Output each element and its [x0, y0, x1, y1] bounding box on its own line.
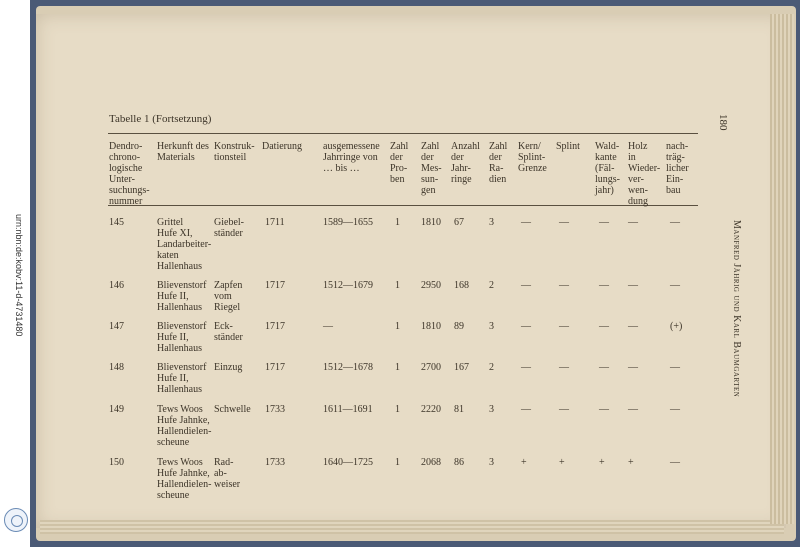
cell-splint: —: [559, 280, 569, 291]
cell-proben: 1: [395, 457, 400, 468]
header-c14-line: licher: [666, 163, 689, 174]
cell-teil-line: Giebel-: [214, 217, 244, 228]
cell-teil-line: ab-: [214, 468, 227, 479]
cell-herkunft-line: Blievenstorf: [157, 321, 207, 332]
header-c7-line: der: [421, 152, 434, 163]
header-c13-line: in: [628, 152, 636, 163]
header-c1-line: Unter-: [109, 174, 135, 185]
table-caption: Tabelle 1 (Fortsetzung): [109, 113, 212, 125]
cell-radien: 3: [489, 217, 494, 228]
cell-herkunft-line: scheune: [157, 490, 190, 501]
header-c12-line: Wald-: [595, 141, 620, 152]
header-c10-line: Grenze: [518, 163, 547, 174]
header-c9-line: Zahl: [489, 141, 508, 152]
cell-messungen: 2220: [421, 404, 441, 415]
cell-splint: —: [559, 217, 569, 228]
header-c1-line: logische: [109, 163, 143, 174]
cell-holz: —: [628, 280, 638, 291]
cell-herkunft-line: Landarbeiter-: [157, 239, 212, 250]
header-c14-line: bau: [666, 185, 681, 196]
cell-nr: 146: [109, 280, 124, 291]
cell-herkunft-line: Hufe II,: [157, 373, 189, 384]
page-number: 180: [717, 114, 729, 131]
header-c11-line: Splint: [556, 141, 580, 152]
header-c9-line: der: [489, 152, 502, 163]
cell-holz: —: [628, 217, 638, 228]
cell-messungen: 2950: [421, 280, 441, 291]
cell-jahrringe: 1589—1655: [323, 217, 373, 228]
cell-proben: 1: [395, 217, 400, 228]
cell-herkunft-line: Hufe Jahnke,: [157, 415, 210, 426]
header-c13-line: dung: [628, 196, 648, 207]
cell-anzahl: 67: [454, 217, 464, 228]
cell-nr: 149: [109, 404, 124, 415]
cell-anzahl: 86: [454, 457, 464, 468]
header-c5-line: ausgemessene: [323, 141, 380, 152]
cell-herkunft-line: Hufe XI,: [157, 228, 193, 239]
cell-kern: —: [521, 280, 531, 291]
cell-splint: —: [559, 362, 569, 373]
cell-teil-line: Zapfen: [214, 280, 243, 291]
header-c13-line: Holz: [628, 141, 648, 152]
cell-teil-line: Rad-: [214, 457, 234, 468]
cell-radien: 3: [489, 321, 494, 332]
cell-holz: —: [628, 321, 638, 332]
cell-kern: —: [521, 404, 531, 415]
cell-einbau: —: [670, 457, 680, 468]
cell-einbau: —: [670, 362, 680, 373]
cell-splint: —: [559, 321, 569, 332]
header-c6-line: Zahl: [390, 141, 409, 152]
cell-herkunft-line: Hufe II,: [157, 291, 189, 302]
header-c13-line: wen-: [628, 185, 648, 196]
cell-holz: —: [628, 404, 638, 415]
cell-radien: 3: [489, 457, 494, 468]
cell-herkunft-line: Hallendielen-: [157, 426, 212, 437]
cell-wald: —: [599, 321, 609, 332]
header-c2-line: Materials: [157, 152, 195, 163]
header-c8-line: Anzahl: [451, 141, 480, 152]
urn-label: urn:nbn:de:kobv:11-d-4731480: [14, 213, 24, 337]
cell-kern: +: [521, 457, 527, 468]
cell-wald: —: [599, 362, 609, 373]
cell-anzahl: 81: [454, 404, 464, 415]
header-c9-line: dien: [489, 174, 507, 185]
cell-herkunft-line: Hallenhaus: [157, 384, 202, 395]
page-edge-right: [770, 14, 794, 524]
cell-teil-line: weiser: [214, 479, 241, 490]
header-c1-line: Dendro-: [109, 141, 143, 152]
header-c5-line: … bis …: [323, 163, 360, 174]
cell-einbau: —: [670, 404, 680, 415]
library-logo: [4, 508, 28, 532]
header-c6-line: Pro-: [390, 163, 408, 174]
cell-herkunft-line: Tews Woos: [157, 404, 203, 415]
cell-messungen: 1810: [421, 321, 441, 332]
cell-teil-line: Schwelle: [214, 404, 251, 415]
header-c14-line: nach-: [666, 141, 689, 152]
header-c12-line: jahr): [595, 185, 614, 196]
running-head: Manfred Jährig und Karl Baumgarten: [731, 220, 742, 398]
cell-teil-line: Einzug: [214, 362, 243, 373]
header-c1-line: suchungs-: [109, 185, 150, 196]
header-c13-line: ver-: [628, 174, 644, 185]
cell-holz: —: [628, 362, 638, 373]
cell-herkunft-line: Hallenhaus: [157, 261, 202, 272]
cell-herkunft-line: Blievenstorf: [157, 280, 207, 291]
cell-messungen: 1810: [421, 217, 441, 228]
cell-einbau: —: [670, 217, 680, 228]
cell-herkunft-line: scheune: [157, 437, 190, 448]
header-c14-line: Ein-: [666, 174, 684, 185]
cell-splint: +: [559, 457, 565, 468]
cell-datierung: 1717: [265, 362, 285, 373]
cell-herkunft-line: Grittel: [157, 217, 184, 228]
header-c9-line: Ra-: [489, 163, 504, 174]
cell-datierung: 1717: [265, 280, 285, 291]
header-c3-line: Konstruk-: [214, 141, 255, 152]
header-c4-line: Datierung: [262, 141, 302, 152]
header-c2-line: Herkunft des: [157, 141, 209, 152]
cell-radien: 3: [489, 404, 494, 415]
cell-nr: 145: [109, 217, 124, 228]
header-c7-line: gen: [421, 185, 436, 196]
header-c7-line: Mes-: [421, 163, 442, 174]
cell-teil-line: vom: [214, 291, 232, 302]
cell-proben: 1: [395, 362, 400, 373]
cell-kern: —: [521, 321, 531, 332]
cell-datierung: 1733: [265, 457, 285, 468]
header-c13-line: Wieder-: [628, 163, 661, 174]
cell-jahrringe: 1640—1725: [323, 457, 373, 468]
header-c12-line: (Fäl-: [595, 163, 615, 174]
cell-herkunft-line: Hufe II,: [157, 332, 189, 343]
page-edge-bottom: [40, 520, 784, 534]
cell-nr: 147: [109, 321, 124, 332]
cell-herkunft-line: Hallenhaus: [157, 343, 202, 354]
cell-kern: —: [521, 217, 531, 228]
header-c5-line: Jahrringe von: [323, 152, 378, 163]
header-c6-line: der: [390, 152, 403, 163]
table-header-rule: [108, 205, 698, 206]
cell-messungen: 2700: [421, 362, 441, 373]
header-c1-line: chrono-: [109, 152, 141, 163]
header-c14-line: träg-: [666, 152, 685, 163]
cell-herkunft-line: katen: [157, 250, 179, 261]
cell-datierung: 1711: [265, 217, 285, 228]
cell-einbau: —: [670, 280, 680, 291]
cell-wald: —: [599, 280, 609, 291]
header-c7-line: sun-: [421, 174, 439, 185]
header-c7-line: Zahl: [421, 141, 440, 152]
cell-jahrringe: —: [323, 321, 333, 332]
header-c3-line: tionsteil: [214, 152, 247, 163]
cell-teil-line: Eck-: [214, 321, 233, 332]
header-c12-line: lungs-: [595, 174, 620, 185]
cell-jahrringe: 1611—1691: [323, 404, 373, 415]
cell-proben: 1: [395, 404, 400, 415]
cell-herkunft-line: Hallendielen-: [157, 479, 212, 490]
cell-proben: 1: [395, 321, 400, 332]
cell-wald: +: [599, 457, 605, 468]
table-top-rule: [108, 133, 698, 134]
cell-nr: 150: [109, 457, 124, 468]
cell-herkunft-line: Blievenstorf: [157, 362, 207, 373]
header-c8-line: ringe: [451, 174, 472, 185]
cell-teil-line: Riegel: [214, 302, 241, 313]
cell-jahrringe: 1512—1678: [323, 362, 373, 373]
cell-radien: 2: [489, 362, 494, 373]
header-c8-line: Jahr-: [451, 163, 471, 174]
cell-einbau: (+): [670, 321, 683, 332]
cell-anzahl: 168: [454, 280, 469, 291]
cell-datierung: 1717: [265, 321, 285, 332]
cell-anzahl: 89: [454, 321, 464, 332]
header-c12-line: kante: [595, 152, 617, 163]
cell-anzahl: 167: [454, 362, 469, 373]
cell-kern: —: [521, 362, 531, 373]
cell-datierung: 1733: [265, 404, 285, 415]
cell-splint: —: [559, 404, 569, 415]
cell-holz: +: [628, 457, 634, 468]
cell-messungen: 2068: [421, 457, 441, 468]
cell-nr: 148: [109, 362, 124, 373]
header-c6-line: ben: [390, 174, 405, 185]
cell-herkunft-line: Hufe Jahnke,: [157, 468, 210, 479]
header-c8-line: der: [451, 152, 464, 163]
cell-radien: 2: [489, 280, 494, 291]
cell-wald: —: [599, 404, 609, 415]
header-c1-line: nummer: [109, 196, 143, 207]
header-c10-line: Splint-: [518, 152, 546, 163]
cell-herkunft-line: Hallenhaus: [157, 302, 202, 313]
header-c10-line: Kern/: [518, 141, 541, 152]
book-page: [36, 14, 786, 528]
cell-wald: —: [599, 217, 609, 228]
cell-jahrringe: 1512—1679: [323, 280, 373, 291]
cell-herkunft-line: Tews Woos: [157, 457, 203, 468]
cell-teil-line: ständer: [214, 228, 243, 239]
cell-teil-line: ständer: [214, 332, 243, 343]
cell-proben: 1: [395, 280, 400, 291]
